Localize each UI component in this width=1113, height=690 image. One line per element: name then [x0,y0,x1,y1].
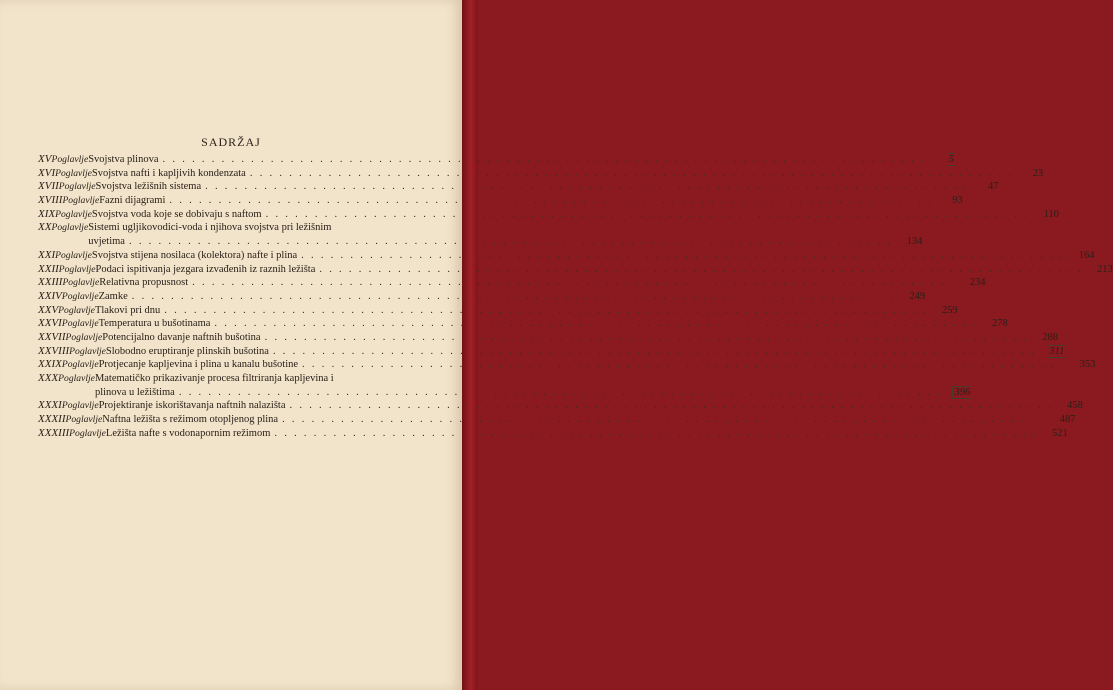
chapter-label: Poglavlje [55,249,92,261]
leader-dots [164,304,927,318]
chapter-label: Poglavlje [61,359,99,371]
page-number: 23 [1032,167,1044,179]
entry-body [106,345,1066,359]
leader-dots [319,263,1082,277]
page-number: 487 [1059,414,1076,426]
toc-entry [38,399,1083,413]
leader-dots [290,399,1053,413]
toc-entry [38,166,1044,181]
leader-dots [132,290,895,304]
chapter-number: XVIII [38,194,63,207]
entry-body [99,317,1008,331]
chapter-label: Poglavlje [58,263,96,275]
entry-body [99,290,926,304]
chapter-number: XXIX [38,358,62,371]
chapter-label: Poglavlje [58,304,95,316]
page-number: 259 [941,304,958,316]
table-of-contents [38,153,1113,440]
leader-dots [250,167,1013,181]
chapter-number: XVI [38,166,56,179]
entry-body [92,208,1059,222]
entry-body [106,427,1068,441]
chapter-label: Poglavlje [51,154,89,165]
page-number: 110 [1043,208,1059,220]
page-number: 47 [987,181,999,193]
chapter-title: Tlakovi pri dnu [94,304,161,316]
entry-body [99,399,1083,413]
chapter-number: XXI [38,248,56,261]
chapter-title: Slobodno eruptiranje plinskih bušotina [105,345,269,357]
leader-dots [301,249,1064,263]
page-number: 249 [909,290,926,302]
leader-dots [282,413,1045,427]
page-number: 93 [952,195,963,207]
chapter-number: XXX [38,372,59,385]
leader-dots [163,153,926,167]
toc-entry [38,221,923,248]
chapter-title-continued: uvjetima [88,236,125,248]
chapter-title: Matematičko prikazivanje procesa filtriranja kapljevina i [94,373,334,385]
chapter-title: Ležišta nafte s vodonapornim režimom [105,427,271,439]
entry-body [102,331,1058,345]
chapter-title: Svojstva plinova [88,154,159,165]
toc-entry [38,344,1065,359]
leader-dots [274,427,1037,441]
chapter-number: XXVII [38,330,66,343]
toc-entry [38,358,1096,372]
chapter-number: XXXIII [38,426,70,439]
leader-dots [169,194,932,208]
page-number: 213 [1096,263,1113,275]
leader-dots [302,358,1065,372]
leader-dots [214,317,977,331]
toc-entry [38,207,1059,222]
page-number: 396 [954,386,971,398]
chapter-label: Poglavlje [61,400,99,412]
chapter-title: Relativna propusnost [99,277,189,289]
chapter-number: XXV [38,303,59,316]
toc-entry [38,194,963,208]
chapter-title: Svojstva voda koje se dobivaju s naftom [91,208,262,220]
toc-entry [38,330,1058,345]
leader-dots [179,386,942,400]
chapter-title: Svojstva nafti i kapljivih kondenzata [91,167,246,179]
page-number: 164 [1078,249,1095,261]
entry-body [102,413,1075,427]
chapter-label: Poglavlje [65,414,103,426]
chapter-number: XX [38,221,52,234]
chapter-number: XXVIII [38,344,70,357]
leader-dots [129,235,892,249]
entry-body [96,180,999,194]
leader-dots [192,276,955,290]
chapter-label: Poglavlje [55,208,92,220]
chapter-label: Poglavlje [69,427,106,439]
toc-entry [38,262,1113,277]
leader-dots [266,208,1029,222]
page-title: SADRŽAJ [201,135,261,149]
page-number: 234 [969,277,986,289]
chapter-label: Poglavlje [55,167,92,179]
entry-body [92,167,1043,181]
chapter-label: Poglavlje [69,345,106,357]
page-number: 5 [948,154,954,165]
chapter-number: XV [38,153,52,165]
chapter-title: Temperatura u bušotinama [98,318,211,330]
book-binding-edge [462,0,478,690]
chapter-label: Poglavlje [61,290,99,302]
chapter-number: XXIII [38,276,63,289]
toc-entry [38,303,958,318]
chapter-title: Fazni dijagrami [99,195,166,207]
chapter-title: Svojstva ležišnih sistema [95,181,202,193]
chapter-title: Projektiranje iskorištavanja naftnih nalazišta [98,400,286,412]
toc-entry [38,180,999,194]
chapter-title: Svojstva stijena nosilaca (kolektora) nafte i plina [91,249,298,261]
entry-body [95,304,958,318]
chapter-number: XXVI [38,317,62,330]
chapter-number: XXIV [38,289,62,302]
leader-dots [265,331,1028,345]
chapter-label: Poglavlje [65,331,103,343]
page-number: 311 [1049,345,1065,357]
toc-entry [38,372,971,399]
chapter-title: Sistemi ugljikovodici-voda i njihova svojstva pri ležišnim [88,222,332,234]
toc-entry [38,289,926,304]
chapter-label: Poglavlje [62,195,100,207]
entry-body [88,153,956,167]
toc-entry [38,317,1008,331]
page-number: 288 [1042,331,1058,343]
entry-body [99,194,963,208]
entry-body [96,263,1113,277]
chapter-number: XVII [38,180,59,193]
entry-body [88,221,922,248]
toc-entry [38,413,1076,427]
chapter-label: Poglavlje [51,222,89,234]
toc-entry [38,248,1095,263]
chapter-title: Potencijalno davanje naftnih bušotina [102,331,261,343]
entry-body [95,372,972,399]
page-number: 521 [1052,427,1068,439]
page-number: 353 [1079,359,1096,371]
chapter-title: Zamke [98,290,128,302]
chapter-label: Poglavlje [61,318,99,330]
leader-dots [205,180,968,194]
chapter-label: Poglavlje [58,181,96,193]
chapter-number: XIX [38,207,56,220]
entry-body [99,358,1096,372]
page-number: 278 [992,318,1008,330]
entry-body [99,276,985,290]
chapter-number: XXXI [38,399,62,412]
toc-entry [38,426,1068,441]
page-number: 458 [1067,400,1083,412]
chapter-title: Naftna ležišta s režimom otopljenog plina [102,414,279,426]
chapter-label: Poglavlje [58,373,95,385]
chapter-number: XXII [38,262,59,275]
chapter-title-continued: plinova u ležištima [94,386,175,398]
entry-body [92,249,1095,263]
toc-entry [38,276,986,290]
chapter-title: Podaci ispitivanja jezgara izvađenih iz raznih ležišta [95,263,316,275]
toc-entry [38,153,954,167]
chapter-label: Poglavlje [62,277,100,289]
chapter-number: XXXII [38,413,66,426]
chapter-title: Protjecanje kapljevina i plina u kanalu bušotine [98,359,299,371]
page-number: 134 [906,236,923,248]
leader-dots [273,345,1036,359]
